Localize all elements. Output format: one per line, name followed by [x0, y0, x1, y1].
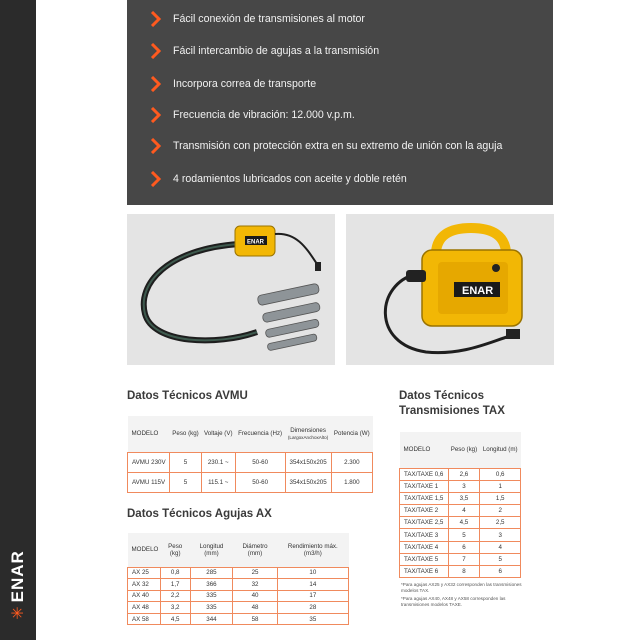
left-sidebar [0, 0, 36, 640]
column-header: Longitud (mm) [190, 533, 233, 567]
feature-item [127, 6, 553, 32]
feature-item [127, 71, 553, 97]
column-header: Longitud (m) [480, 432, 521, 468]
column-header: MODELO [400, 432, 449, 468]
ax-table [127, 533, 349, 625]
table-row: AVMU 115V 5 115.1 ~ 50-60 354x150x205 1.800 [128, 472, 373, 492]
chevron-right-icon [150, 43, 162, 59]
footnote: *Para agujas AX40, AX48 y AX58 corresponden las transmisiones modelos TAXE. [401, 596, 506, 607]
product-photo-avmu-kit [127, 214, 335, 365]
brand-logo [4, 530, 32, 640]
footnote: *Para agujas AX25 y AX32 corresponden las transmisiones modelos TAX. [401, 582, 522, 593]
feature-text: 4 rodamientos lubricados con aceite y doble retén [173, 173, 407, 185]
feature-text: Fácil conexión de transmisiones al motor [173, 13, 365, 25]
table-row: TAX/TAXE 2,5 4,5 2,5 [400, 517, 521, 529]
table-row: AX 48 3,2 335 48 28 [128, 602, 349, 614]
column-header: MODELO [128, 416, 170, 452]
tax-title: Datos Técnicos Transmisiones TAX [399, 390, 505, 417]
avmu-title: Datos Técnicos AVMU [127, 390, 248, 402]
chevron-right-icon [150, 107, 162, 123]
table-row: TAX/TAXE 4 6 4 [400, 541, 521, 553]
feature-item [127, 38, 553, 64]
features-panel [127, 0, 553, 205]
feature-item [127, 166, 553, 192]
feature-text: Frecuencia de vibración: 12.000 v.p.m. [173, 109, 355, 121]
table-row: TAX/TAXE 2 4 2 [400, 505, 521, 517]
column-header: Peso (kg) [160, 533, 190, 567]
tax-table [399, 432, 521, 578]
svg-text:ENAR: ENAR [462, 285, 494, 297]
product-photo-avmu-motor [346, 214, 554, 365]
column-header: MODELO [128, 533, 161, 567]
feature-item [127, 133, 553, 159]
column-header: Peso (kg) [448, 432, 480, 468]
table-row: AX 32 1,7 366 32 14 [128, 579, 349, 591]
feature-text: Fácil intercambio de agujas a la transmisión [173, 45, 380, 57]
chevron-right-icon [150, 11, 162, 27]
table-row: AX 58 4,5 344 58 35 [128, 613, 349, 625]
column-header: Dimensiones (LargoxAnchoxAlto) [285, 416, 331, 452]
column-header: Peso (kg) [170, 416, 202, 452]
table-row: AVMU 230V 5 230.1 ~ 50-60 354x150x205 2.300 [128, 452, 373, 472]
table-row: TAX/TAXE 6 8 6 [400, 566, 521, 578]
ax-title: Datos Técnicos Agujas AX [127, 508, 272, 520]
chevron-right-icon [150, 76, 162, 92]
chevron-right-icon [150, 171, 162, 187]
brand-name: ENAR [8, 550, 27, 603]
table-row: TAX/TAXE 5 7 5 [400, 553, 521, 565]
svg-text:ENAR: ENAR [247, 239, 265, 246]
asterisk-icon: ✳ [10, 605, 27, 620]
feature-item [127, 102, 553, 128]
column-header: Voltaje (V) [201, 416, 235, 452]
column-header: Diámetro (mm) [233, 533, 277, 567]
table-row: TAX/TAXE 1,5 3,5 1,5 [400, 492, 521, 504]
feature-text: Transmisión con protección extra en su extremo de unión con la aguja [173, 140, 503, 152]
avmu-table [127, 416, 373, 493]
table-row: AX 25 0,8 285 25 10 [128, 567, 349, 579]
feature-text: Incorpora correa de transporte [173, 78, 317, 90]
table-row: TAX/TAXE 0,6 2,6 0,6 [400, 468, 521, 480]
column-header: Frecuencia (Hz) [235, 416, 285, 452]
column-header: Rendimiento máx. (m3/h) [277, 533, 348, 567]
table-row: TAX/TAXE 3 5 3 [400, 529, 521, 541]
column-header: Potencia (W) [331, 416, 372, 452]
table-row: AX 40 2,2 335 40 17 [128, 590, 349, 602]
chevron-right-icon [150, 138, 162, 154]
table-row: TAX/TAXE 1 3 1 [400, 480, 521, 492]
